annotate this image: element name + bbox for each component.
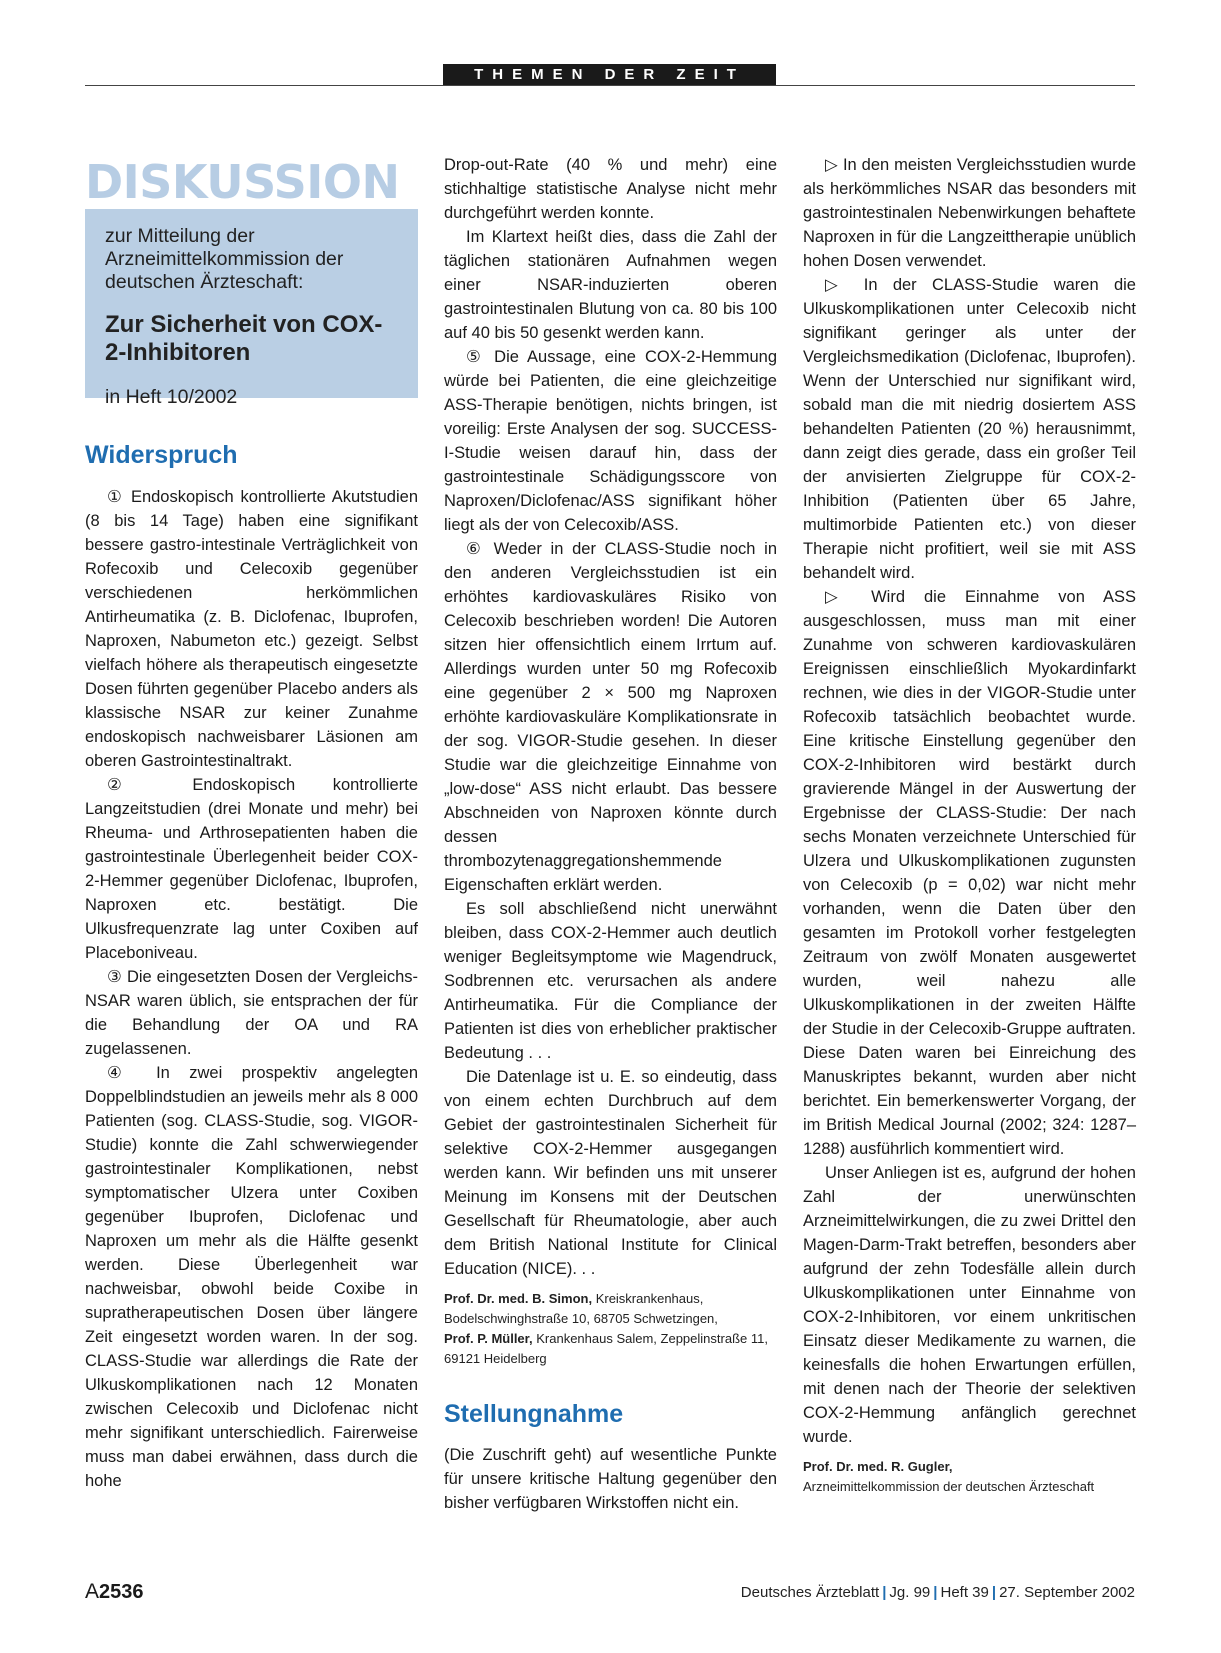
paragraph: Unser Anliegen ist es, aufgrund der hohen Zahl der unerwünschten Arzneimittelwirkungen, die zu zwei Drittel den Magen-Darm-Trakt betreffen, besonders aber aufgrund der zehn Todesfälle allein durch Ulkuskomplikationen unter Einnahme von COX-2-Inhibitoren, vor einem unkritischen Einsatz dieser Medikamente zu warnen, die keinesfalls die hohen Erwartungen erfüllen, mit denen nach der Theorie der selektiven COX-2-Hemmung anfänglich gerechnet wurde. <box>803 1164 1136 1446</box>
separator: | <box>991 1584 997 1601</box>
paragraph: ③ Die eingesetzten Dosen der Vergleichs-NSAR waren üblich, sie entsprachen der für die Behandlung der OA und RA zugelassenen. <box>85 968 418 1058</box>
column-3 <box>803 153 1136 1497</box>
paragraph: (Die Zuschrift geht) auf wesentliche Punkte für unsere kritische Haltung gegenüber den bisher verfügbaren Wirkstoffen nicht ein. <box>444 1446 777 1512</box>
paragraph: ▷ In den meisten Vergleichsstudien wurde als herkömmliches NSAR das besonders mit gastrointestinalen Nebenwirkungen behaftete Naproxen in für die Langzeittherapie unüblich hohen Dosen verwendet. <box>803 156 1136 270</box>
signature-address: Kreiskrankenhaus, Bodelschwinghstraße 10, 68705 Schwetzingen, <box>444 1291 718 1326</box>
signature-name: Prof. P. Müller, <box>444 1331 533 1346</box>
discussion-box <box>85 209 418 408</box>
separator: | <box>882 1584 887 1601</box>
column-2 <box>444 153 777 1515</box>
discussion-issue: in Heft 10/2002 <box>105 386 238 408</box>
signature-affiliation: Arzneimittelkommission der deutschen Ärzteschaft <box>803 1479 1095 1494</box>
header-rule <box>85 85 1135 86</box>
journal-name: Deutsches Ärzteblatt <box>740 1584 880 1601</box>
signature-name: Prof. Dr. med. B. Simon, <box>444 1291 593 1306</box>
signature-widerspruch <box>444 1289 777 1369</box>
discussion-intro: zur Mitteilung der Arzneimittelkommission der deutschen Ärzteschaft: <box>105 225 344 293</box>
journal-volume: Jg. 99 <box>889 1584 931 1601</box>
widerspruch-heading: Widerspruch <box>85 441 238 469</box>
paragraph: ⑤ Die Aussage, eine COX-2-Hemmung würde bei Patienten, die eine gleichzeitige ASS-Therapie benötigen, nichts bringen, ist voreilig: Erste Analysen der sog. SUCCESS-I-Studie weisen darauf hin, dass der gastrointestinale Schädigungsscore von Naproxen/Diclofenac/ASS signifikant höher liegt als der von Celecoxib/ASS. <box>444 348 777 534</box>
journal-date: 27. September 2002 <box>999 1584 1135 1601</box>
paragraph: ▷ Wird die Einnahme von ASS ausgeschlossen, muss man mit einer Zunahme von schweren kardiovaskulären Ereignissen einschließlich Myokardinfarkt rechnen, wie dies in der VIGOR-Studie unter Rofecoxib tatsächlich beobachtet wurde. Eine kritische Einstellung gegenüber den COX-2-Inhibitoren wird bestärkt durch gravierende Mängel in der Auswertung der Ergebnisse der CLASS-Studie: Der nach sechs Monaten verzeichnete Unterschied für Ulzera und Ulkuskomplikationen zugunsten von Celecoxib (p = 0,02) war nicht mehr vorhanden, wenn die Daten über den gesamten im Protokoll vorher festgelegten Zeitraum von zwölf Monaten ausgewertet wurden, weil nahezu alle Ulkuskomplikationen in der zweiten Hälfte der Studie in der Celecoxib-Gruppe auftraten. Diese Daten waren bei Einreichung des Manuskriptes bekannt, wurden aber nicht berichtet. Ein bemerkenswerter Vorgang, der im British Medical Journal (2002; 324: 1287–1288) ausführlich kommentiert wird. <box>803 588 1136 1158</box>
journal-issue: Heft 39 <box>940 1584 989 1601</box>
paragraph: ▷ In der CLASS-Studie waren die Ulkuskomplikationen unter Celecoxib nicht signifikant geringer als unter der Vergleichsmedikation (Diclofenac, Ibuprofen). Wenn der Unterschied nur signifikant wird, sobald man die mit niedrig dosiertem ASS behandelten Patienten (20 %) herausnimmt, dann zeigt dies gerade, dass ein großer Teil der anvisierten Zielgruppe für COX-2-Inhibition (Patienten über 65 Jahre, multimorbide Patienten etc.) von dieser Therapie nicht profitiert, weil sie mit ASS behandelt wird. <box>803 276 1136 582</box>
paragraph: Im Klartext heißt dies, dass die Zahl der täglichen stationären Aufnahmen wegen einer NSAR-induzierten oberen gastrointestinalen Blutung von ca. 80 bis 100 auf 40 bis 50 gesenkt werden kann. <box>444 228 777 342</box>
signature-address: Krankenhaus Salem, Zeppelinstraße 11, 69121 Heidelberg <box>444 1331 768 1366</box>
column-1 <box>85 155 418 1493</box>
discussion-heading: Zur Sicherheit von COX-2-Inhibitoren <box>105 311 383 366</box>
paragraph: ④ In zwei prospektiv angelegten Doppelblindstudien an jeweils mehr als 8 000 Patienten (sog. CLASS-Studie, sog. VIGOR-Studie) konnte die Zahl schwerwiegender gastrointestinaler Komplikationen, nebst symptomatischer Ulzera unter Coxiben gegenüber Ibuprofen, Diclofenac und Naproxen um mehr als die Hälfte gesenkt werden. Diese Überlegenheit war nachweisbar, obwohl beide Coxibe in supratherapeutischen Dosen über längere Zeit eingesetzt worden waren. In der sog. CLASS-Studie war allerdings die Rate der Ulkuskomplikationen nach 12 Monaten zwischen Celecoxib und Diclofenac nicht mehr signifikant unterschiedlich. Fairerweise muss man dabei erwähnen, dass durch die hohe <box>85 1064 418 1490</box>
journal-info <box>741 1584 1135 1601</box>
signature-name: Prof. Dr. med. R. Gugler, <box>803 1459 953 1474</box>
discussion-title: DISKUSSION <box>85 155 400 209</box>
section-label: THEMEN DER ZEIT <box>443 64 776 85</box>
separator: | <box>933 1584 938 1601</box>
page-number-value: 2536 <box>99 1581 144 1603</box>
paragraph: Die Datenlage ist u. E. so eindeutig, dass von einem echten Durchbruch auf dem Gebiet der gastrointestinalen Sicherheit für selektive COX-2-Hemmer ausgegangen werden kann. Wir befinden uns mit unserer Meinung im Konsens mit der Deutschen Gesellschaft für Rheumatologie, aber auch dem British National Institute for Clinical Education (NICE). . . <box>444 1068 777 1278</box>
paragraph: ⑥ Weder in der CLASS-Studie noch in den anderen Vergleichsstudien ist ein erhöhtes kardiovaskuläres Risiko von Celecoxib beschrieben worden! Die Autoren sitzen hier offensichtlich einem Irrtum auf. Allerdings wurden unter 50 mg Rofecoxib eine gegenüber 2 × 500 mg Naproxen erhöhte kardiovaskuläre Komplikationsrate in der sog. VIGOR-Studie gesehen. In dieser Studie war die gleichzeitige Einnahme von „low-dose“ ASS nicht erlaubt. Das bessere Abschneiden von Naproxen könnte durch dessen thrombozytenaggregationshemmende Eigenschaften erklärt werden. <box>444 540 777 894</box>
stellungnahme-heading: Stellungnahme <box>444 1400 624 1428</box>
page-prefix: A <box>85 1580 100 1603</box>
paragraph: Es soll abschließend nicht unerwähnt bleiben, dass COX-2-Hemmer auch deutlich weniger Begleitsymptome wie Magendruck, Sodbrennen etc. verursachen als andere Antirheumatika. Für die Compliance der Patienten ist dies von erheblicher praktischer Bedeutung . . . <box>444 900 777 1062</box>
paragraph: ① Endoskopisch kontrollierte Akutstudien (8 bis 14 Tage) haben eine signifikant bessere gastro-intestinale Verträglichkeit von Rofecoxib und Celecoxib gegenüber verschiedenen herkömmlichen Antirheumatika (z. B. Diclofenac, Ibuprofen, Naproxen, Nabumeton etc.) gezeigt. Selbst vielfach höhere als therapeutisch eingesetzte Dosen führten gegenüber Placebo anders als klassische NSAR zur keiner Zunahme endoskopisch nachweisbarer Läsionen am oberen Gastrointestinaltrakt. <box>85 488 418 770</box>
page-number <box>85 1580 144 1604</box>
paragraph: Drop-out-Rate (40 % und mehr) eine stichhaltige statistische Analyse nicht mehr durchgeführt werden konnte. <box>444 156 777 222</box>
signature-stellungnahme <box>803 1457 1136 1497</box>
paragraph: ② Endoskopisch kontrollierte Langzeitstudien (drei Monate und mehr) bei Rheuma- und Arthrosepatienten haben die gastrointestinale Überlegenheit beider COX-2-Hemmer gegenüber Diclofenac, Ibuprofen, Naproxen etc. bestätigt. Die Ulkusfrequenzrate lag unter Coxiben auf Placeboniveau. <box>85 776 418 962</box>
